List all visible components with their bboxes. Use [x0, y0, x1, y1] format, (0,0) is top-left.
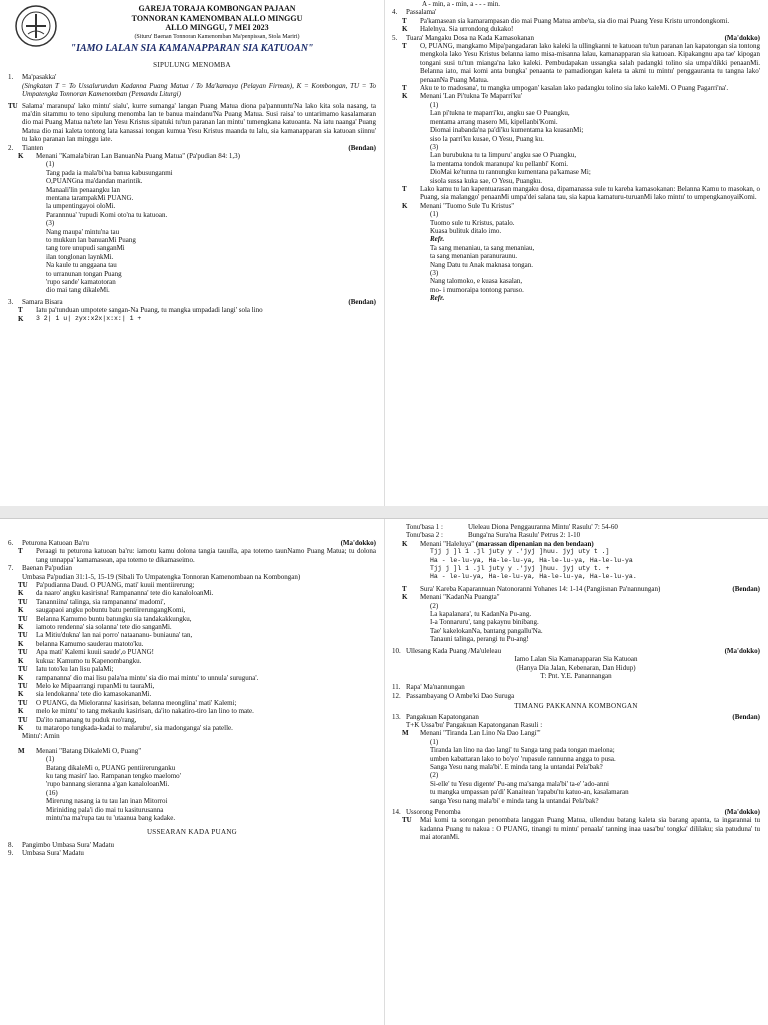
item-4: 4. Passalama': [392, 8, 437, 17]
item-3-k: K 3 2| 1 u| zyx:x2x|x:x:| 1 +: [18, 314, 142, 323]
page-gap: [0, 506, 768, 518]
liturgy-title: TONNORAN KAMENOMBAN ALLO MINGGU: [131, 13, 303, 23]
page2-right-column: Tonu'basa 1 : Uleleau Diona Penggauranna Mintu' Rasulu' 7: 54-60 Tonu'basa 2 : Bunga'na Sura'na Rasulu' Petrus 2: 1-10 K Menani "Haleluya" (marassan dipenanian na den bendaan) Tjj j ]l 1 .jl juty y .'jyj ]huu. jyj uty t .] Ha - le-lu-ya, Ha-le-lu-ya, Ha-le-lu-ya, Ha-le-lu-ya Tjj j ]l 1 .jl juty y .'jyj ]huu. jyj uty t. + Ha - le-lu-ya, Ha-le-lu-ya, Ha-le-lu-ya, Ha-le-lu-ya. T Sura' Kareba Kaparannuan Natonoranni Yohanes 14: 1-14 (Pangiisnan Pa'nannungan) (Bendan) K Menani "KadanNa Puangta" (2) La kapalanara', tu KadanNa Pu-ang. I-a Tonnaruru', tang pakaynu binibang. Tae' kakelokanNa, bantang pangallu'Na. Tanauni talinga, perangi tu Pu-ang! 10. Ullesang Kada Puang /Ma'uleleau (Ma'dokko) Iamo Lalan Sia Kamanapparan Sia Katuoan (Hanya Dia Jalan, Kebenaran, Dan Hidup) T: Pnt. Y.E. Panannangan 11. Rapa' Ma'nannungan 12. Passambayang O Ambe'ki Dao Suruga TIMANG PAKKANNA KOMBONGAN 13. Pangakuan Kapatonganan (Bendan) T+K Ussa'bu' Pangakuan Kapatonganan Rasuli : M Menani "Tiranda Lan Lino Na Dao Langi'" (1) Tiranda lan lino na dao langi' tu Sanga tang pada tongan maelona; umben kabattaran lako to bo'yo' 'rupasule rannunna angga to pusa. Sanga Yesu nang mala'bi'. E minda tang la untandai Pela'bak? (2) Si-elle' tu Yesu digente' Pu-ang ma'sanga mala'bi' ta-e' 'ado-anni tu mangka umpassan pa'di' Kanaitean 'rapabu'tu katuo-an, kasalamaran sanga Yesu nang mala'bi' e minda tang la untandai Pela'bak? 14. Ussorong Penomba (Ma'dokko) TU Mai komi ta sorongan penombata langgan Puang Matua, ullenduu batang kaleta sia barang apanta, ta ingarannai tu kadanna Puang tu nakua : O PUANG, tinangi tu mintu' penaala' tanning inaa uasa'bu' tongka' dililaku; sia patuduna' tu mai atoranMi.: [392, 523, 760, 842]
hymn-1: (1) Tang pada ia mala'bi'na banua kabusunganmi O,PUANGna ma'dandan marintik. Manaali'lin penaangku lan mentana tarampakMi PUANG. la umpentingayoi oloMi. Parannnua' 'rupudi Komi oto'na tu katuoan. (3) Nang maupa' mintu'na tau to mukkun lan banuanMi Puang tang tore unupudi sanganMi ilan tonglonan laynkMi. Na kaule tu anggaana tau to urranunan tongan Puang 'rupo sande' kamatotoran dio mai tang dikaleMi.: [46, 160, 173, 295]
bulletin-page-1: [0, 0, 768, 506]
item-12: 12. Passambayang O Ambe'ki Dao Suruga: [392, 691, 515, 700]
service-date: ALLO MINGGU, 7 MEI 2023: [165, 23, 269, 32]
item-13: 13. Pangakuan Kapatonganan (Bendan): [392, 712, 760, 721]
page2-left-column: 6. Peturona Katuoan Ba'ru (Ma'dokko) T Peraagi tu peturona katuoan ba'ru: iamotu kamu dolona tangia tauulla, apa totemo taunNamo Puang Matua; tu dolona tang unnappa' kamamasean, apa totemo te dikamaseimo. 7. Baenan Pa'pudian Umbasa Pa'pudian 31:1-5, 15-19 (Sibali To Umpatengka Tonnoran Kamenombaan na Kombongan) TU Pa'pudianna Daud. O PUANG, mati' kuuii mentiirerung; K da naaro' angku kasirisna! Rampananna' tete dio kanaloloanMi. TU Tananniina' talinga, sia rampananna' madomi', K saugapaoi angku pobuntu batu pentiirerungangKomi, TU Belanna Kamumo buntu batungku sia tandakakkungku, K iamoto rendenna' sia solanna' tete dio sanganMi. TU La Mitiu'dukna' lan nai porro' nataananu- buniauna' tan, K belanna Kamumo sauderau matoto'ku. TU Apa mati' Kalemi kuuii saude',o PUANG! K kukua: Kamumo tu Kapenombangku. TU Iatu toto'ku lan lisu palaMi; K rampananna' dio mai lisu pala'na mintu' sia dio mai mintu' to unnula' suruguna'. TU Melo ke Mipaarrangi rupanMi tu tauraMi, K sia lendokanna' tete dio kamasokananMi. TU O PUANG, da Mieloranna' kasirisan, belanna meonglina' mati' Kalemi; K melo ke mintu' to tang mekaulu kasirisan, da'ito nakatiro-tiro lan lino to mate. TU Da'ito namanang tu puduk ruo'rang, K tu mataropo tungkada-kadai to malarubu', sia madonganga' sia patelle. Mintu' : Amin M Menani "Batang DikaleMi O, Puang" (1) Batang dikaleMi o, PUANG pentiirerunganku ku tang masiri' lao. Rampanan tengko maelomo' 'rupo bannang sieranna a'gan kanaloloanMi. (16) Mirerung nasang ia tu tau lan inan Mitorroi Miriniding pala'i dio mai tu kasiturusanna mintu'na ma'rupa tau tu 'utaanua bang kadake. USSEARAN KADA PUANG 8. Pangimbo Umbasa Sura' Madatu 9. Umbasa Sura' Madatu: [8, 539, 376, 858]
page1-left-column: [8, 0, 376, 506]
hymn-3: (1) Tuomo sule tu Kristus, patalo. Kuasa bulituk ditalo imo. Refr. Ta sang menaniau, ta sang menaniau, ta sang menanian paranuraunu. Nang Datu tu Anak maknasa tongan. (3) Nang talomoko, e kuasa kasalan, mo- i mumoraipa tontong paruso. Refr.: [430, 210, 535, 303]
column-divider: [384, 0, 385, 506]
item-3-t: T Iatu pa'tunduan umpotete sangan-Na Puang, tu mangka umpadadi langi' sola lino: [18, 306, 263, 315]
section-title-2: USSEARAN KADA PUANG: [146, 828, 238, 837]
section-title-3: TIMANG PAKKANNA KOMBONGAN: [514, 702, 638, 711]
item-9: 9. Umbasa Sura' Madatu: [8, 849, 84, 858]
section-title: SIPULUNG MENOMBA: [153, 60, 231, 69]
psalm-responsive: TU Pa'pudianna Daud. O PUANG, mati' kuuii mentiirerung; K da naaro' angku kasirisna! Rampananna' tete dio kanaloloanMi. TU Tananniina' talinga, sia rampananna' madomi', K saugapaoi angku pobuntu batu pentiirerungangKomi, TU Belanna Kamumo buntu batungku sia tandakakkungku, K iamoto rendenna' sia solanna' tete dio sanganMi. TU La Mitiu'dukna' lan nai porro' nataananu- buniauna' tan, K belanna Kamumo sauderau matoto'ku. TU Apa mati' Kalemi kuuii saude',o PUANG! K kukua: Kamumo tu Kapenombangku. TU Iatu toto'ku lan lisu palaMi; K rampananna' dio mai lisu pala'na mintu' sia dio mai mintu' to unnula' suruguna'. TU Melo ke Mipaarrangi rupanMi tu tauraMi, K sia lendokanna' tete dio kamasokananMi. TU O PUANG, da Mieloranna' kasirisan, belanna meonglina' mati' Kalemi; K melo ke mintu' to tang mekaulu kasirisan, da'ito nakatiro-tiro lan lino to mate. TU Da'ito namanang tu puduk ruo'rang, K tu mataropo tungkada-kadai to malarubu', sia madonganga' sia patelle. Mintu' : Amin: [18, 581, 259, 741]
item-1: 1. Ma'pasakka': [8, 73, 57, 82]
item-14: 14. Ussorong Penomba (Ma'dokko): [392, 808, 760, 816]
hymn-2: (1) Lan pi'tukna te maparri'ku, angku sae O Puangku, mentama arrang masero Mi, kipellanbi'Komi. Diomai inabanda'na pa'di'ku kumentama ka kuasanMi; siso la parri'ku kusae, O Yesu, Puang ku. (3) Lan burubukna tu ta limpuru' angku sae O Puangku, la mentama tondok maranupa' ku pellanbi' Komi. DioMai ke'tunna tu rannungku kumentana pa'kamase Mi; sisola sussa kuka sae, O Yesu, Puangku.: [430, 100, 591, 185]
item-2-k: K Menani "Kamala'biran Lan BanuanNa Puang Matua" (Pa'pudian 84: 1,3): [18, 151, 240, 160]
hymn-6: (1) Tiranda lan lino na dao langi' tu Sanga tang pada tongan maelona; umben kabattaran lako to bo'yo' 'rupasule rannunna angga to pusa. Sanga Yesu nang mala'bi'. E minda tang la untandai Pela'bak? (2) Si-elle' tu Yesu digente' Pu-ang ma'sanga mala'bi' ta-e' 'ado-anni tu mangka umpassan pa'di' Kanaitean 'rapabu'tu katuo-an, kasalamaran sanga Yesu nang mala'bi' e minda tang la untandai Pela'bak?: [430, 737, 629, 805]
liturgy-source: (Situru' Baenan Tonnoran Kamenomban Ma'penpissan, Stola Mariri): [134, 33, 300, 40]
church-seal-icon: [14, 4, 58, 48]
amen-line: A - min, a - min, a - - - min.: [422, 0, 500, 8]
item-2: 2. Tianten (Bendan): [8, 143, 376, 152]
column-divider: [384, 519, 385, 1025]
item-1-note: (Singkatan T = To Ussalurundun Kadanna Puang Matua / To Ma'kamaya (Pelayan Firman), K = Kombongan, TU = To Umpatengka Tonnoran Kamenomban (Pemandu Liturgi): [22, 81, 376, 99]
item-7: 7. Baenan Pa'pudian: [8, 564, 73, 573]
item-6: 6. Peturona Katuoan Ba'ru (Ma'dokko): [8, 539, 376, 547]
item-10: 10. Ullesang Kada Puang /Ma'uleleau (Ma'dokko): [392, 646, 760, 655]
item-8: 8. Pangimbo Umbasa Sura' Madatu: [8, 840, 115, 849]
item-1-tu: TU Salama' maranupa' lako mintu' sialu', kurre sumanga' langan Puang Matua diona pa'pannuntu'Na lako kita sola nasang, ta ma'din sitammu to teno sipulung menomba lan te banua maindanu'Na Puang Matua. Susi raisa' to untarimamo kasalamaran dio mai Puang Matua na'tete lan Yesu Kristus sipatuki tu'tun paranan lan mintu' tumengkana katuoanta. Na iatu naanga' Puang Matua dio mai kaleta tontong lata kanassai tongan kumua Yesu Kristus maanda tu lalu, sia kamanapparan sia katuoan siinnu' tu lako paranan lan minggu iate.: [8, 101, 376, 144]
item-11: 11. Rapa' Ma'nannungan: [392, 683, 465, 692]
hallelujah-notation: Tjj j ]l 1 .jl juty y .'jyj ]huu. jyj uty t .] Ha - le-lu-ya, Ha-le-lu-ya, Ha-le-lu-ya, Ha-le-lu-ya Tjj j ]l 1 .jl juty y .'jyj ]huu. jyj uty t. + Ha - le-lu-ya, Ha-le-lu-ya, Ha-le-lu-ya, Ha-le-lu-ya.: [430, 548, 637, 581]
church-name: GAREJA TORAJA KOMBONGAN PAJAAN: [138, 4, 296, 13]
item-3: 3. Samara Bisara (Bendan): [8, 297, 376, 306]
bulletin-page-2: [0, 518, 768, 1025]
hymn-5: (2) La kapalanara', tu KadanNa Pu-ang. I-a Tonnaruru', tang pakaynu binibang. Tae' kakelokanNa, bantang pangallu'Na. Tanauni talinga, perangi tu Pu-ang!: [430, 601, 543, 644]
item-5: 5. Tuara' Mangaku Dosa na Kada Kamasokanan (Ma'dokko): [392, 33, 760, 42]
page1-right-column: A - min, a - min, a - - - min. 4. Passalama' T Pa'kamasean sia kamarampasan dio mai Puang Matua ambe'ta, sia dio mai Puang Yesu Kristu urrondongkomi. K Halelnya. Sia urrondong dukako! 5. Tuara' Mangaku Dosa na Kada Kamasokanan (Ma'dokko) T O, PUANG, mangkamo Mipa'pangadaran lako kaleki la ullingkanni te katuoan tu'tun paranan lan kapatongan sia tontong mengkola lako Yesu Kristus belanna iamo misa-misanna lalau, kamanapparan sia katuoan. Kipakangnu apa tae' kipogan tongani susi tu'tun mianga'na lako kaleki. Pembudapakan ussangka salah padangki tolino sia umpa'dikki penaanMi. Belanna iato, mai komi anta bungka' penaanta te pamadiongan kaleta ta akmi tu mintu' penggauranta tu tangna lako' penaanNa Puang Matua. T Aku te to madosana', tu mangka umpogan' kasalan lako padangku tolino sia lako kaleMi. O Puang Pagarri'na'. K Menani 'Lan Pi'tukna Te Maparri'ku' (1) Lan pi'tukna te maparri'ku, angku sae O Puangku, mentama arrang masero Mi, kipellanbi'Komi. Diomai inabanda'na pa'di'ku kumentama ka kuasanMi; siso la parri'ku kusae, O Yesu, Puang ku. (3) Lan burubukna tu ta limpuru' angku sae O Puangku, la mentama tondok maranupa' ku pellanbi' Komi. DioMai ke'tunna tu rannungku kumentana pa'kamase Mi; sisola sussa kuka sae, O Yesu, Puangku. T Lako kamu tu lan kapentuarasan mangaku dosa, dipamanassa sule tu kareba kamasokanan: Belanna Kamu to masokan, o Puang, sia malanggo' penaanMi umpa'dei salana tau, sia kapua kamaturu-turuanMi lako mintu' to umpengkanoyaiKomi. K Menani "Tuomo Sule Tu Kristus" (1) Tuomo sule tu Kristus, patalo. Kuasa bulituk ditalo imo. Refr. Ta sang menaniau, ta sang menaniau, ta sang menanian paranuraunu. Nang Datu tu Anak maknasa tongan. (3) Nang talomoko, e kuasa kasalan, mo- i mumoraipa tontong paruso. Refr.: [392, 0, 760, 303]
hymn-4: (1) Batang dikaleMi o, PUANG pentiirerunganku ku tang masiri' lao. Rampanan tengko maelomo' 'rupo bannang sieranna a'gan kanaloloanMi. (16) Mirerung nasang ia tu tau lan inan Mitorroi Miriniding pala'i dio mai tu kasiturusanna mintu'na ma'rupa tau tu 'utaanua bang kadake.: [46, 755, 181, 822]
service-theme: "IAMO LALAN SIA KAMANAPPARAN SIA KATUOAN": [70, 42, 314, 54]
